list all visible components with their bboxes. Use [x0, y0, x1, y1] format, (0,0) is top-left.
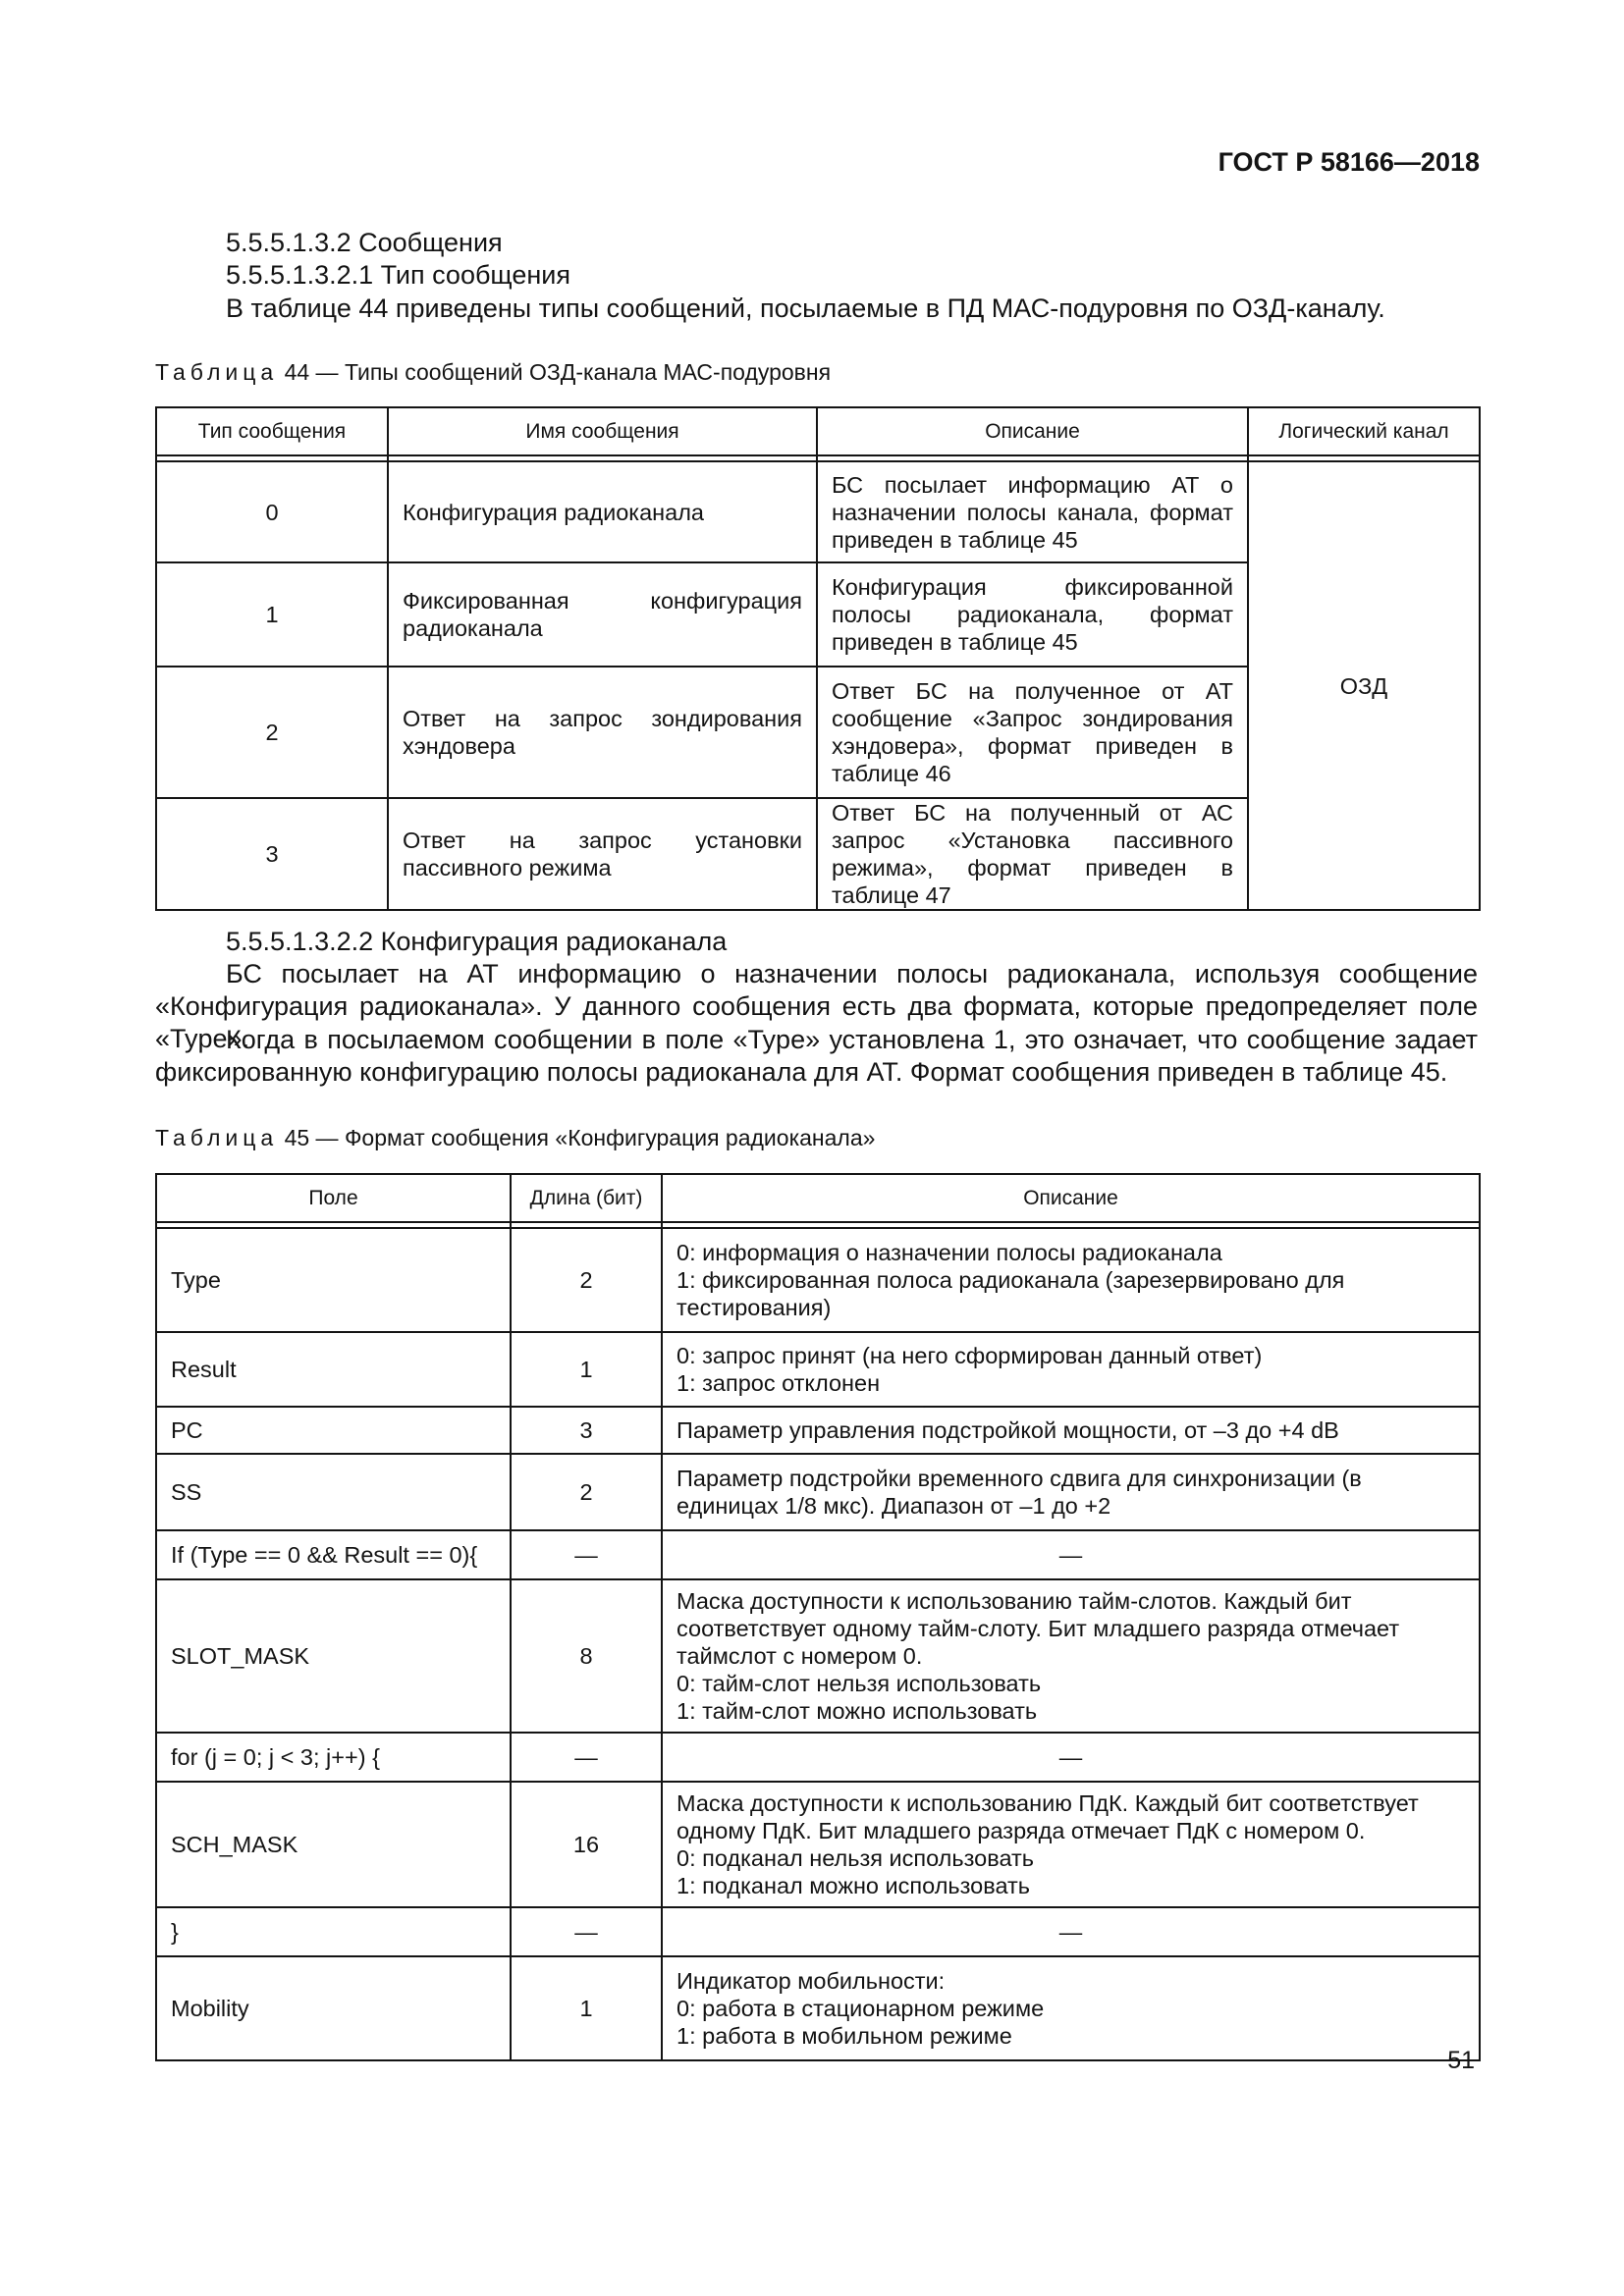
table44-col-desc: Описание: [817, 407, 1248, 455]
page-number: 51: [1447, 2047, 1475, 2074]
table-row: [156, 1454, 1480, 1530]
table45-cell-desc: 0: информация о назначении полосы радиоканала 1: фиксированная полоса радиоканала (зарезервировано для тестирования): [662, 1228, 1480, 1332]
table45-cell-length: 1: [511, 1956, 662, 2060]
table44-cell-desc: Ответ БС на полученный от АС запрос «Установка пассивного режима», формат приведен в таблице 47: [817, 798, 1248, 910]
table45-cell-length: 3: [511, 1407, 662, 1454]
table44-cell-name: Ответ на запрос зондирования хэндовера: [388, 667, 817, 798]
table45-cell-desc: —: [662, 1907, 1480, 1956]
table45-caption-text: 45 — Формат сообщения «Конфигурация радиоканала»: [278, 1125, 876, 1150]
table44-cell-name: Ответ на запрос установки пассивного режима: [388, 798, 817, 910]
table44-cell-type: 0: [156, 461, 388, 562]
table44-cell-desc: Конфигурация фиксированной полосы радиоканала, формат приведен в таблице 45: [817, 562, 1248, 667]
table-row: [156, 1907, 1480, 1956]
table44: [155, 406, 1481, 911]
table45-cell-desc: Маска доступности к использованию ПдК. Каждый бит соответствует одному ПдК. Бит младшего разряда отмечает ПдК с номером 0. 0: подканал нельзя использовать 1: подканал можно использовать: [662, 1782, 1480, 1907]
table44-header-row: [156, 407, 1480, 455]
table-row: [156, 1530, 1480, 1579]
table45-cell-field: Mobility: [156, 1956, 511, 2060]
table45-cell-desc: —: [662, 1530, 1480, 1579]
table45-cell-field: SLOT_MASK: [156, 1579, 511, 1733]
table-row: [156, 1782, 1480, 1907]
table45-cell-length: —: [511, 1733, 662, 1782]
table44-cell-name: Фиксированная конфигурация радиоканала: [388, 562, 817, 667]
table44-cell-type: 3: [156, 798, 388, 910]
table45-cell-length: —: [511, 1907, 662, 1956]
table45-cell-length: 1: [511, 1332, 662, 1407]
section-text-radio-config-2: Когда в посылаемом сообщении в поле «Type» установлена 1, это означает, что сообщение задает фиксированную конфигурацию полосы радиоканала для АТ. Формат сообщения приведен в таблице 45.: [155, 1025, 1478, 1087]
table45-cell-length: 2: [511, 1228, 662, 1332]
section-heading-radio-config: 5.5.5.1.3.2.2 Конфигурация радиоканала: [226, 927, 728, 956]
table-row: [156, 1956, 1480, 2060]
table45-cell-field: If (Type == 0 && Result == 0){: [156, 1530, 511, 1579]
table45-col-field: Поле: [156, 1174, 511, 1222]
table45-cell-desc: Маска доступности к использованию тайм-слотов. Каждый бит соответствует одному тайм-слоту. Бит младшего разряда отмечает таймслот с номером 0. 0: тайм-слот нельзя использовать 1: тайм-слот можно использовать: [662, 1579, 1480, 1733]
table45-caption: [155, 1125, 875, 1151]
table45-cell-length: 2: [511, 1454, 662, 1530]
document-id: ГОСТ Р 58166—2018: [1218, 147, 1480, 177]
table-row: [156, 1332, 1480, 1407]
table44-caption: [155, 359, 831, 386]
table45-caption-prefix: Таблица: [155, 1125, 279, 1150]
table45-cell-field: Result: [156, 1332, 511, 1407]
table45-cell-field: Type: [156, 1228, 511, 1332]
table45-cell-desc: 0: запрос принят (на него сформирован данный ответ) 1: запрос отклонен: [662, 1332, 1480, 1407]
table45-col-desc: Описание: [662, 1174, 1480, 1222]
table44-cell-name: Конфигурация радиоканала: [388, 461, 817, 562]
table-row: [156, 1733, 1480, 1782]
table-row: [156, 1407, 1480, 1454]
section-text-radio-config-1: БС посылает на АТ информацию о назначении полосы радиоканала, используя сообщение «Конфигурация радиоканала». У данного сообщения есть два формата, которые предопределяет поле «Type».: [155, 959, 1478, 1053]
table44-col-type: Тип сообщения: [156, 407, 388, 455]
table45-cell-field: SS: [156, 1454, 511, 1530]
table-row: [156, 1579, 1480, 1733]
table45-cell-length: 16: [511, 1782, 662, 1907]
table44-cell-type: 1: [156, 562, 388, 667]
table45-cell-field: for (j = 0; j < 3; j++) {: [156, 1733, 511, 1782]
table45-cell-field: PC: [156, 1407, 511, 1454]
table44-col-channel: Логический канал: [1248, 407, 1480, 455]
table45-cell-length: 8: [511, 1579, 662, 1733]
table-row: [156, 1228, 1480, 1332]
table45-cell-desc: —: [662, 1733, 1480, 1782]
table44-cell-desc: БС посылает информацию АТ о назначении полосы канала, формат приведен в таблице 45: [817, 461, 1248, 562]
table44-cell-desc: Ответ БС на полученное от АТ сообщение «Запрос зондирования хэндовера», формат приведен в таблице 46: [817, 667, 1248, 798]
table45-body: [156, 1228, 1480, 2060]
table45-cell-desc: Индикатор мобильности: 0: работа в стационарном режиме 1: работа в мобильном режиме: [662, 1956, 1480, 2060]
table45-col-length: Длина (бит): [511, 1174, 662, 1222]
table45-cell-field: SCH_MASK: [156, 1782, 511, 1907]
table45-cell-field: }: [156, 1907, 511, 1956]
section-text-message-type: В таблице 44 приведены типы сообщений, посылаемые в ПД МАС-подуровня по ОЗД-каналу.: [226, 294, 1385, 323]
table44-col-name: Имя сообщения: [388, 407, 817, 455]
table45-cell-desc: Параметр подстройки временного сдвига для синхронизации (в единицах 1/8 мкс). Диапазон от –1 до +2: [662, 1454, 1480, 1530]
table44-caption-prefix: Таблица: [155, 359, 279, 385]
table45-header-row: [156, 1174, 1480, 1222]
section-heading-message-type: 5.5.5.1.3.2.1 Тип сообщения: [226, 260, 570, 290]
table44-caption-text: 44 — Типы сообщений ОЗД-канала МАС-подуровня: [278, 359, 832, 385]
table45-cell-length: —: [511, 1530, 662, 1579]
table44-cell-type: 2: [156, 667, 388, 798]
table44-cell-channel: ОЗД: [1248, 461, 1480, 910]
table-row: [156, 461, 1480, 562]
section-heading-messages: 5.5.5.1.3.2 Сообщения: [226, 228, 503, 257]
table45: [155, 1173, 1481, 2061]
table45-cell-desc: Параметр управления подстройкой мощности, от –3 до +4 dB: [662, 1407, 1480, 1454]
